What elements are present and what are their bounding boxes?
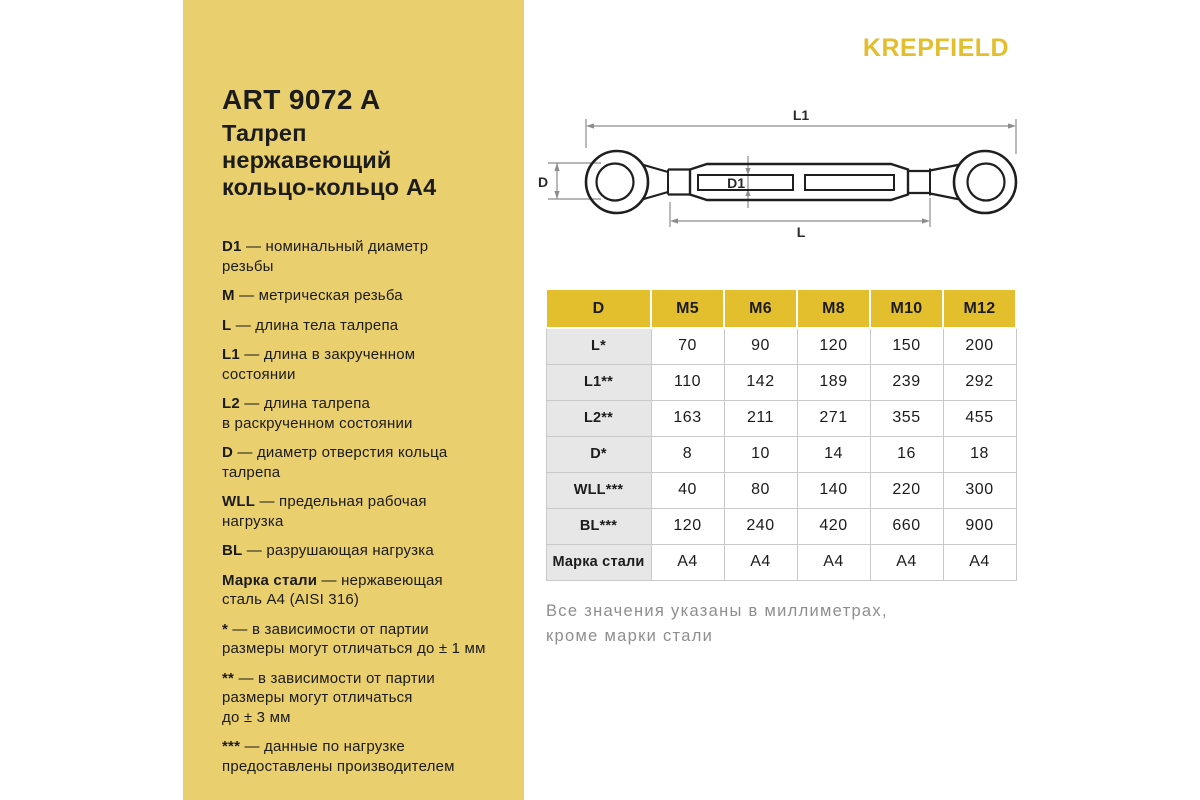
table-row — [546, 328, 1016, 364]
turnbuckle-outline — [586, 151, 1016, 213]
value-cell: 110 — [651, 364, 724, 400]
value-cell: 14 — [797, 436, 870, 472]
value-cell: 300 — [943, 472, 1016, 508]
definition-term: *** — [222, 738, 241, 755]
value-cell: А4 — [943, 544, 1016, 580]
value-cell: А4 — [870, 544, 943, 580]
sidebar — [183, 0, 524, 800]
value-cell: 18 — [943, 436, 1016, 472]
value-cell: 80 — [724, 472, 797, 508]
spec-table-body — [546, 328, 1016, 580]
value-cell: 455 — [943, 400, 1016, 436]
value-cell: А4 — [724, 544, 797, 580]
definition-item: D — диаметр отверстия кольца талрепа — [222, 444, 448, 481]
definition-item: D1 — номинальный диаметр резьбы — [222, 238, 429, 275]
value-cell: 40 — [651, 472, 724, 508]
value-cell: А4 — [651, 544, 724, 580]
value-cell: А4 — [797, 544, 870, 580]
definition-term: L2 — [222, 395, 240, 412]
table-header-cell: M8 — [797, 289, 870, 328]
definition-item: M — метрическая резьба — [222, 287, 403, 304]
definition-term: Марка стали — [222, 571, 318, 589]
value-cell: 200 — [943, 328, 1016, 364]
value-cell: 70 — [651, 328, 724, 364]
value-cell: 8 — [651, 436, 724, 472]
table-row — [546, 472, 1016, 508]
dimension-lines — [548, 119, 1016, 227]
dim-label-d: D — [538, 174, 549, 190]
value-cell: 220 — [870, 472, 943, 508]
value-cell: 271 — [797, 400, 870, 436]
value-cell: 420 — [797, 508, 870, 544]
article-number: ART 9072 A — [222, 84, 381, 115]
definition-term: BL — [222, 542, 243, 559]
table-row — [546, 400, 1016, 436]
definition-term: ** — [222, 669, 235, 687]
table-row — [546, 508, 1016, 544]
product-title: Талреп нержавеющий кольцо-кольцо А4 — [222, 120, 437, 200]
definition-item: WLL — предельная рабочая нагрузка — [222, 493, 427, 530]
definition-term: WLL — [222, 493, 256, 510]
value-cell: 10 — [724, 436, 797, 472]
table-row — [546, 544, 1016, 580]
definition-item: BL — разрушающая нагрузка — [222, 542, 434, 559]
value-cell: 211 — [724, 400, 797, 436]
spec-table-head — [546, 289, 1016, 328]
value-cell: 120 — [797, 328, 870, 364]
row-label-cell: L1** — [546, 364, 651, 400]
table-row — [546, 436, 1016, 472]
brand-logo: KREPFIELD — [862, 34, 1010, 62]
definition-item: Марка стали — нержавеющая сталь А4 (AISI 316) — [222, 571, 443, 608]
table-header-cell: D — [546, 289, 651, 328]
table-row — [546, 364, 1016, 400]
value-cell: 355 — [870, 400, 943, 436]
row-label-cell: BL*** — [546, 508, 651, 544]
definition-item: ** — в зависимости от партии размеры могут отличаться до ± 3 мм — [222, 669, 435, 726]
definition-term: * — [222, 620, 229, 638]
definition-term: M — [222, 287, 235, 304]
definition-term: L1 — [222, 346, 240, 363]
definition-term: D1 — [222, 238, 242, 255]
table-header-cell: M6 — [724, 289, 797, 328]
definitions-list — [222, 237, 502, 776]
row-label-cell: L* — [546, 328, 651, 364]
value-cell: 120 — [651, 508, 724, 544]
value-cell: 292 — [943, 364, 1016, 400]
definition-item: L1 — длина в закрученном состоянии — [222, 346, 416, 383]
value-cell: 16 — [870, 436, 943, 472]
value-cell: 240 — [724, 508, 797, 544]
spec-table — [545, 288, 1017, 581]
definition-item: * — в зависимости от партии размеры могут отличаться до ± 1 мм — [222, 620, 486, 657]
table-header-row — [546, 289, 1016, 328]
definition-item: *** — данные по нагрузке предоставлены производителем — [222, 738, 455, 775]
dim-label-l1: L1 — [792, 107, 810, 123]
value-cell: 660 — [870, 508, 943, 544]
value-cell: 90 — [724, 328, 797, 364]
value-cell: 150 — [870, 328, 943, 364]
row-label-cell: D* — [546, 436, 651, 472]
dim-label-d1: D1 — [727, 175, 745, 191]
value-cell: 140 — [797, 472, 870, 508]
dim-label-l: L — [796, 224, 806, 240]
units-note: Все значения указаны в миллиметрах, кроме марки стали — [546, 602, 888, 645]
row-label-cell: WLL*** — [546, 472, 651, 508]
table-header-cell: M5 — [651, 289, 724, 328]
value-cell: 163 — [651, 400, 724, 436]
table-header-cell: M10 — [870, 289, 943, 328]
definition-term: L — [222, 316, 232, 334]
value-cell: 900 — [943, 508, 1016, 544]
row-label-cell: L2** — [546, 400, 651, 436]
value-cell: 189 — [797, 364, 870, 400]
technical-drawing — [535, 98, 1035, 240]
definition-term: D — [222, 444, 234, 461]
value-cell: 239 — [870, 364, 943, 400]
row-label-cell: Марка стали — [546, 544, 651, 580]
turnbuckle-diagram-svg — [535, 98, 1035, 240]
definition-item: L2 — длина талрепа в раскрученном состоянии — [222, 395, 413, 432]
table-header-cell: M12 — [943, 289, 1016, 328]
value-cell: 142 — [724, 364, 797, 400]
definition-item: L — длина тела талрепа — [222, 316, 399, 334]
